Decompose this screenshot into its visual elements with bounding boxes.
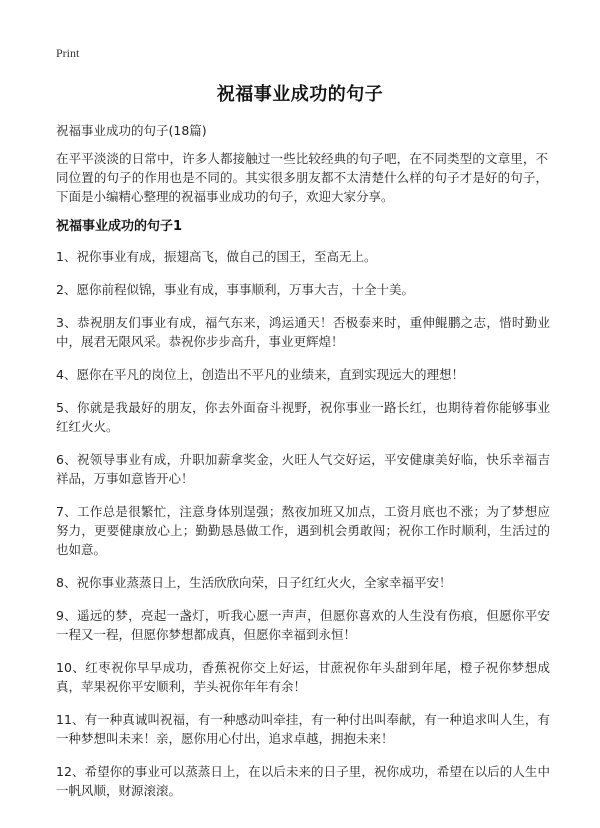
list-item: 12、希望你的事业可以蒸蒸日上，在以后未来的日子里，祝你成功，希望在以后的人生中一帆风顺，财源滚滚。: [56, 764, 550, 798]
list-item: 7、工作总是很繁忙，注意身体别逞强；熬夜加班又加点，工资月底也不涨；为了梦想应努力，更要健康放心上；勤勤恳恳做工作，遇到机会勇敢闯；祝你工作时顺利，生活过的也如意。: [56, 504, 550, 557]
list-item: 2、愿你前程似锦，事业有成，事事顺利，万事大吉，十全十美。: [56, 282, 414, 297]
list-item: 5、你就是我最好的朋友，你去外面奋斗视野，祝你事业一路长红，也期待着你能够事业红红火火。: [56, 400, 550, 434]
section-heading: 祝福事业成功的句子1: [56, 219, 183, 234]
list-item: 4、愿你在平凡的岗位上，创造出不平凡的业绩来，直到实现远大的理想！: [56, 367, 464, 382]
list-item: 6、祝领导事业有成，升职加薪拿奖金，火旺人气交好运，平安健康美好临，快乐幸福吉祥品，万事如意皆开心！: [56, 452, 550, 486]
list-item: 1、祝你事业有成，振翅高飞，做自己的国王，至高无上。: [56, 249, 377, 264]
intro-paragraph: 在平平淡淡的日常中，许多人都接触过一些比较经典的句子吧，在不同类型的文章里，不同位置的句子的作用也是不同的。其实很多朋友都不太清楚什么样的句子才是好的句子，下面是小编精心整理的祝福事业成功的句子，欢迎大家分享。: [56, 151, 548, 204]
list-item: 8、祝你事业蒸蒸日上，生活欣欣向荣，日子红红火火，全家幸福平安！: [56, 575, 452, 590]
list-item: 3、恭祝朋友们事业有成，福气东来，鸿运通天！否极泰来时，重伸鲲鹏之志，惜时勤业中，展君无限风采。恭祝你步步高升，事业更辉煌！: [56, 315, 550, 349]
list-item: 9、遥远的梦，亮起一盏灯，听我心愿一声声，但愿你喜欢的人生没有伤痕，但愿你平安一程又一程，但愿你梦想都成真，但愿你幸福到永恒！: [56, 608, 550, 642]
article-subtitle: 祝福事业成功的句子(18篇): [56, 123, 207, 138]
print-link[interactable]: Print: [56, 46, 80, 60]
page-title: 祝福事业成功的句子: [216, 84, 384, 105]
list-item: 10、红枣祝你早早成功，香蕉祝你交上好运，甘蔗祝你年头甜到年尾，橙子祝你梦想成真，苹果祝你平安顺利，芋头祝你年年有余！: [56, 660, 550, 694]
list-item: 11、有一种真诚叫祝福，有一种感动叫牵挂，有一种付出叫奉献，有一种追求叫人生，有一种梦想叫未来！亲，愿你用心付出，追求卓越，拥抱未来！: [56, 712, 550, 746]
blessing-list: [56, 247, 550, 814]
